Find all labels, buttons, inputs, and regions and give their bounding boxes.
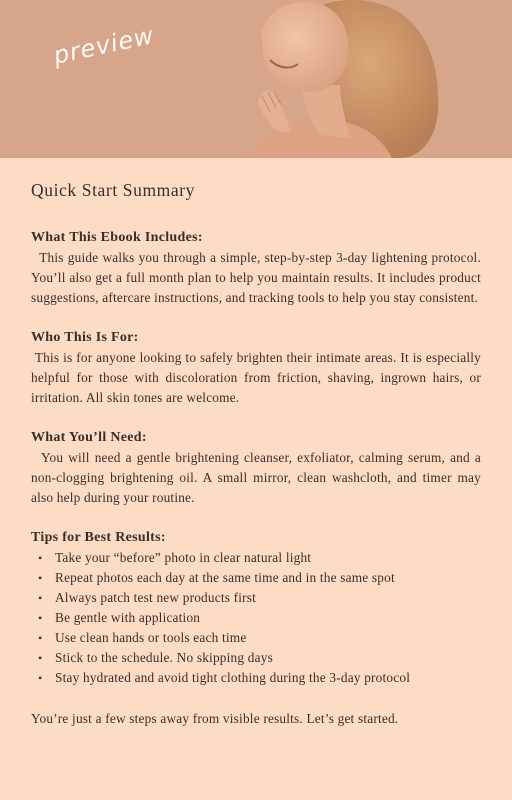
closing-text: You’re just a few steps away from visible results. Let’s get started. [31,711,399,726]
preview-watermark: preview [51,21,157,70]
summary-content [31,180,481,729]
section-body-includes: This guide walks you through a simple, step-by-step 3-day lightening protocol. You’ll also get a full month plan to help you maintain results. It includes product suggestions, aftercare instructions, and tracking tools to help you stay consistent. [31,250,481,305]
list-item: • Be gentle with application [55,608,481,628]
section-heading-audience: Who This Is For: [31,330,139,345]
list-item: • Stick to the schedule. No skipping days [55,648,481,668]
list-item: • Use clean hands or tools each time [55,628,481,648]
list-item: • Repeat photos each day at the same time and in the same spot [55,568,481,588]
tips-list [31,548,481,688]
list-item: • Stay hydrated and avoid tight clothing during the 3-day protocol [55,668,481,688]
list-item: • Take your “before” photo in clear natural light [55,548,481,568]
list-item: • Always patch test new products first [55,588,481,608]
page-title: Quick Start Summary [31,180,196,200]
section-body-needs: You will need a gentle brightening cleanser, exfoliator, calming serum, and a non-clogging brightening oil. A small mirror, clean washcloth, and timer may also help during your routine. [31,450,481,505]
tips-heading: Tips for Best Results: [31,530,166,545]
section-body-audience: This is for anyone looking to safely brighten their intimate areas. It is especially helpful for those with discoloration from friction, shaving, ingrown hairs, or irritation. All skin tones are welcome. [31,350,482,405]
section-heading-needs: What You’ll Need: [31,430,147,445]
section-heading-includes: What This Ebook Includes: [31,230,203,245]
woman-portrait-image [0,0,512,158]
hero-banner [0,0,512,158]
